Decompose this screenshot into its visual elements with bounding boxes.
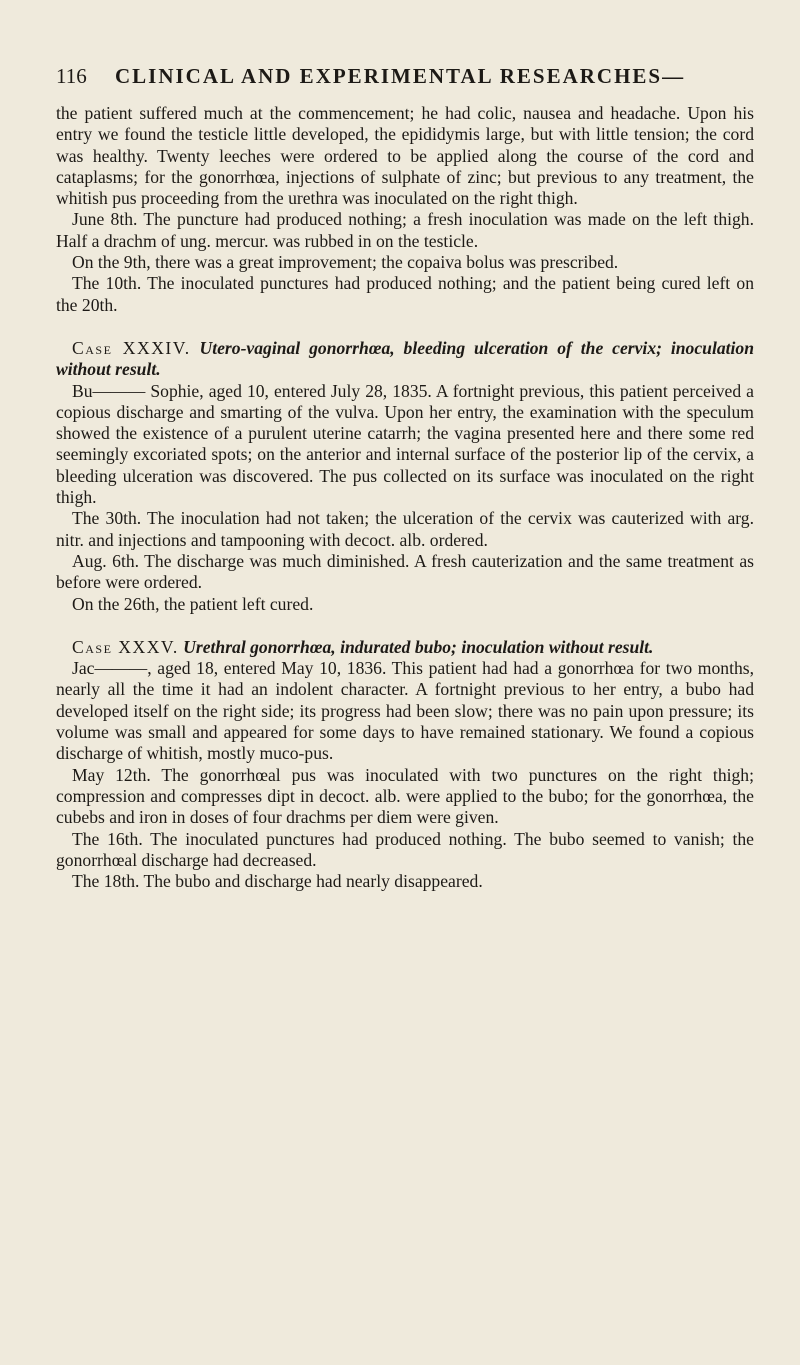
case-label: Case XXXIV. — [72, 337, 191, 358]
paragraph: Bu——— Sophie, aged 10, entered July 28, 1835. A fortnight previous, this patient perceived a copious discharge and smarting of the vulva. Upon her entry, the examination with the speculum showed the existence of a purulent uterine catarrh; the vagina presented here and there some red seemingly excoriated spots; on the anterior and internal surface of the posterior lip of the cervix, a bleeding ulceration was discovered. The pus collected on its surface was inoculated on the right thigh. — [56, 380, 754, 508]
case-title: Utero-vaginal gonorrhœa, bleeding ulceration of the cervix; inoculation without result. — [56, 337, 754, 380]
case-heading — [56, 637, 754, 658]
case-label: Case XXXV. — [72, 636, 179, 657]
paragraph: Jac———, aged 18, entered May 10, 1836. This patient had had a gonorrhœa for two months, nearly all the time it had an indolent character. A fortnight previous to her entry, a bubo had developed itself on the right side; its progress had been slow; there was no pain upon pressure; its volume was small and appeared for some days to have remained stationary. We found a copious discharge of whitish, mostly muco-pus. — [56, 658, 754, 764]
page-body — [56, 103, 754, 892]
case-title: Urethral gonorrhœa, indurated bubo; inoculation without result. — [183, 636, 654, 657]
paragraph: June 8th. The puncture had produced nothing; a fresh inoculation was made on the left thigh. Half a drachm of ung. mercur. was rubbed in on the testicle. — [56, 209, 754, 251]
paragraph: The 10th. The inoculated punctures had produced nothing; and the patient being cured left on the 20th. — [56, 273, 754, 315]
paragraph: The 16th. The inoculated punctures had produced nothing. The bubo seemed to vanish; the gonorrhœal discharge had decreased. — [56, 828, 754, 870]
running-title: CLINICAL AND EXPERIMENTAL RESEARCHES— — [114, 64, 686, 88]
running-header — [56, 64, 760, 89]
case-heading — [56, 338, 754, 381]
paragraph: Aug. 6th. The discharge was much diminished. A fresh cauterization and the same treatment as before were ordered. — [56, 550, 754, 593]
paragraph: The 30th. The inoculation had not taken; the ulceration of the cervix was cauterized with arg. nitr. and injections and tampooning with decoct. alb. ordered. — [56, 508, 754, 550]
page-number: 116 — [56, 64, 87, 88]
paragraph: On the 9th, there was a great improvement; the copaiva bolus was prescribed. — [72, 252, 619, 273]
paragraph: the patient suffered much at the commencement; he had colic, nausea and headache. Upon his entry we found the testicle little developed, the epididymis large, but with little tension; the cord was healthy. Twenty leeches were ordered to be applied along the course of the cord and cataplasms; for the gonorrhœa, injections of sulphate of zinc; but previous to any treatment, the whitish pus proceeding from the urethra was inoculated on the right thigh. — [56, 103, 754, 209]
paragraph: The 18th. The bubo and discharge had nearly disappeared. — [72, 871, 483, 892]
paragraph: May 12th. The gonorrhœal pus was inoculated with two punctures on the right thigh; compression and compresses dipt in decoct. alb. were applied to the bubo; for the gonorrhœa, the cubebs and iron in doses of four drachms per diem were given. — [56, 764, 754, 828]
paragraph: On the 26th, the patient left cured. — [72, 593, 314, 614]
